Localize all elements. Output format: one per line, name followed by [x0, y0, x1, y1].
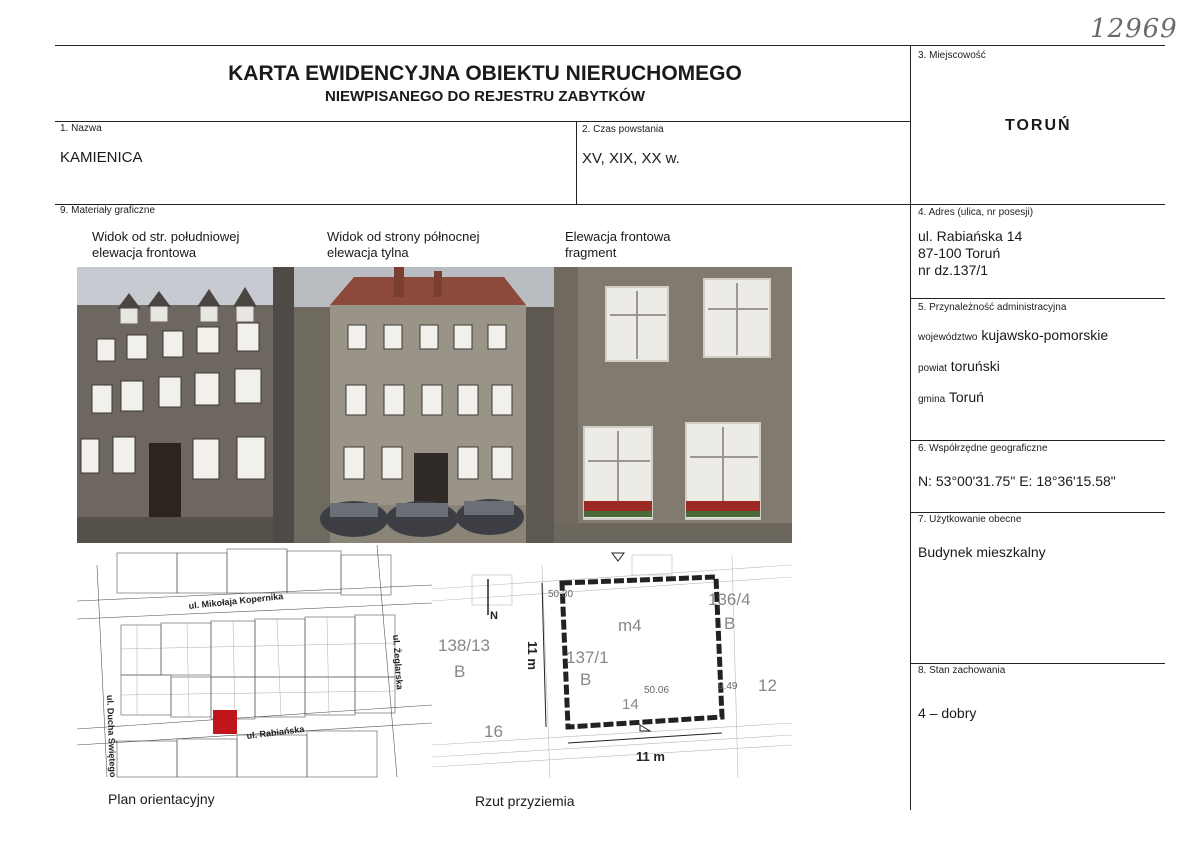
parcel-left-b: B — [454, 662, 466, 681]
plan-value-5030: 50.30 — [548, 589, 574, 600]
document-subtitle: NIEWPISANEGO DO REJESTRU ZABYTKÓW — [324, 88, 646, 105]
adres-label: 4. Adres (ulica, nr posesji) — [918, 207, 1034, 218]
miejscowosc-value: TORUŃ — [1005, 117, 1072, 134]
photo1-caption-line2: elewacja frontowa — [92, 245, 197, 260]
nazwa-label: 1. Nazwa — [60, 123, 102, 134]
nazwa-bottom-line — [55, 204, 910, 205]
wojewodztwo-value: kujawsko-pomorskie — [981, 327, 1109, 343]
right-column-divider — [910, 45, 911, 810]
right-line-8 — [910, 663, 1165, 664]
street-kopernika-label: ul. Mikołaja Kopernika — [188, 591, 284, 611]
photo-facade-fragment — [554, 267, 792, 543]
adres-line1: ul. Rabiańska 14 — [918, 228, 1023, 244]
parcel-right-b: B — [724, 614, 736, 633]
photo1-caption-line1: Widok od str. południowej — [92, 229, 240, 244]
photo3-caption — [565, 229, 671, 261]
document-title: KARTA EWIDENCYJNA OBIEKTU NIERUCHOMEGO — [228, 62, 742, 85]
powiat-prefix: powiat — [918, 363, 947, 374]
uzytkowanie-label: 7. Użytkowanie obecne — [918, 514, 1022, 525]
wspolrzedne-label: 6. Współrzędne geograficzne — [918, 443, 1048, 454]
plan-num-12: 12 — [758, 676, 777, 695]
stan-label: 8. Stan zachowania — [918, 665, 1006, 676]
parcel-left-label: 138/13 — [438, 636, 490, 655]
wspolrzedne-value: N: 53°00'31.75" E: 18°36'15.58" — [918, 473, 1116, 489]
orientation-plan-map — [77, 545, 432, 778]
gmina-row — [918, 389, 984, 405]
adres-line3: nr dz.137/1 — [918, 262, 989, 278]
photo1-caption — [92, 229, 239, 261]
top-border — [55, 45, 1165, 46]
wojewodztwo-prefix: województwo — [918, 332, 978, 343]
plan-m4-label: m4 — [618, 616, 642, 635]
nazwa-czas-divider — [576, 121, 577, 204]
right-line-4 — [910, 204, 1165, 205]
right-line-6 — [910, 440, 1165, 441]
plan-value-5006: 50.06 — [644, 685, 670, 696]
photo-south-facade — [77, 267, 294, 543]
miejscowosc-label: 3. Miejscowość — [918, 50, 986, 61]
photo2-caption — [327, 229, 479, 261]
photo2-caption-line2: elewacja tylna — [327, 245, 409, 260]
powiat-row — [918, 358, 1000, 374]
wojewodztwo-row — [918, 327, 1108, 343]
map2-caption: Rzut przyziemia — [475, 793, 575, 809]
gmina-value: Toruń — [948, 389, 984, 405]
adres-line2: 87-100 Toruń — [918, 245, 1001, 261]
uzytkowanie-value: Budynek mieszkalny — [918, 544, 1046, 560]
north-arrow-label: N — [490, 610, 498, 622]
photo2-caption-line1: Widok od strony północnej — [327, 229, 480, 244]
stan-value: 4 – dobry — [918, 705, 977, 721]
catalog-number: 12969 — [1090, 14, 1178, 44]
map1-caption: Plan orientacyjny — [108, 791, 215, 807]
right-line-7 — [910, 512, 1165, 513]
nazwa-value: KAMIENICA — [60, 149, 143, 166]
street-zeglarska-label: ul. Żeglarska — [391, 634, 405, 691]
parcel-right-label: 136/4 — [708, 590, 751, 609]
header-bottom-line — [55, 121, 910, 122]
street-rabianska-label: ul. Rabiańska — [246, 723, 305, 741]
plan-num-14: 14 — [622, 696, 639, 713]
plan-num-16: 16 — [484, 722, 503, 741]
photo3-caption-line1: Elewacja frontowa — [565, 229, 671, 244]
photo3-caption-line2: fragment — [565, 245, 617, 260]
right-line-5 — [910, 298, 1165, 299]
plan-value-949: 9.49 — [718, 681, 738, 692]
materialy-label: 9. Materiały graficzne — [60, 205, 156, 216]
powiat-value: toruński — [950, 358, 1000, 374]
ground-floor-plan — [432, 545, 792, 778]
gmina-prefix: gmina — [918, 394, 946, 405]
czas-label: 2. Czas powstania — [582, 124, 664, 135]
parcel-main-b: B — [580, 670, 592, 689]
street-ducha-label: ul. Ducha Świętego — [105, 694, 118, 778]
dim-horizontal-label: 11 m — [636, 749, 665, 764]
parcel-main-label: 137/1 — [566, 648, 609, 667]
czas-value: XV, XIX, XX w. — [582, 150, 680, 167]
photo-north-facade — [294, 267, 554, 543]
dim-vertical-label: 11 m — [525, 641, 540, 670]
przynaleznosc-label: 5. Przynależność administracyjna — [918, 302, 1067, 313]
